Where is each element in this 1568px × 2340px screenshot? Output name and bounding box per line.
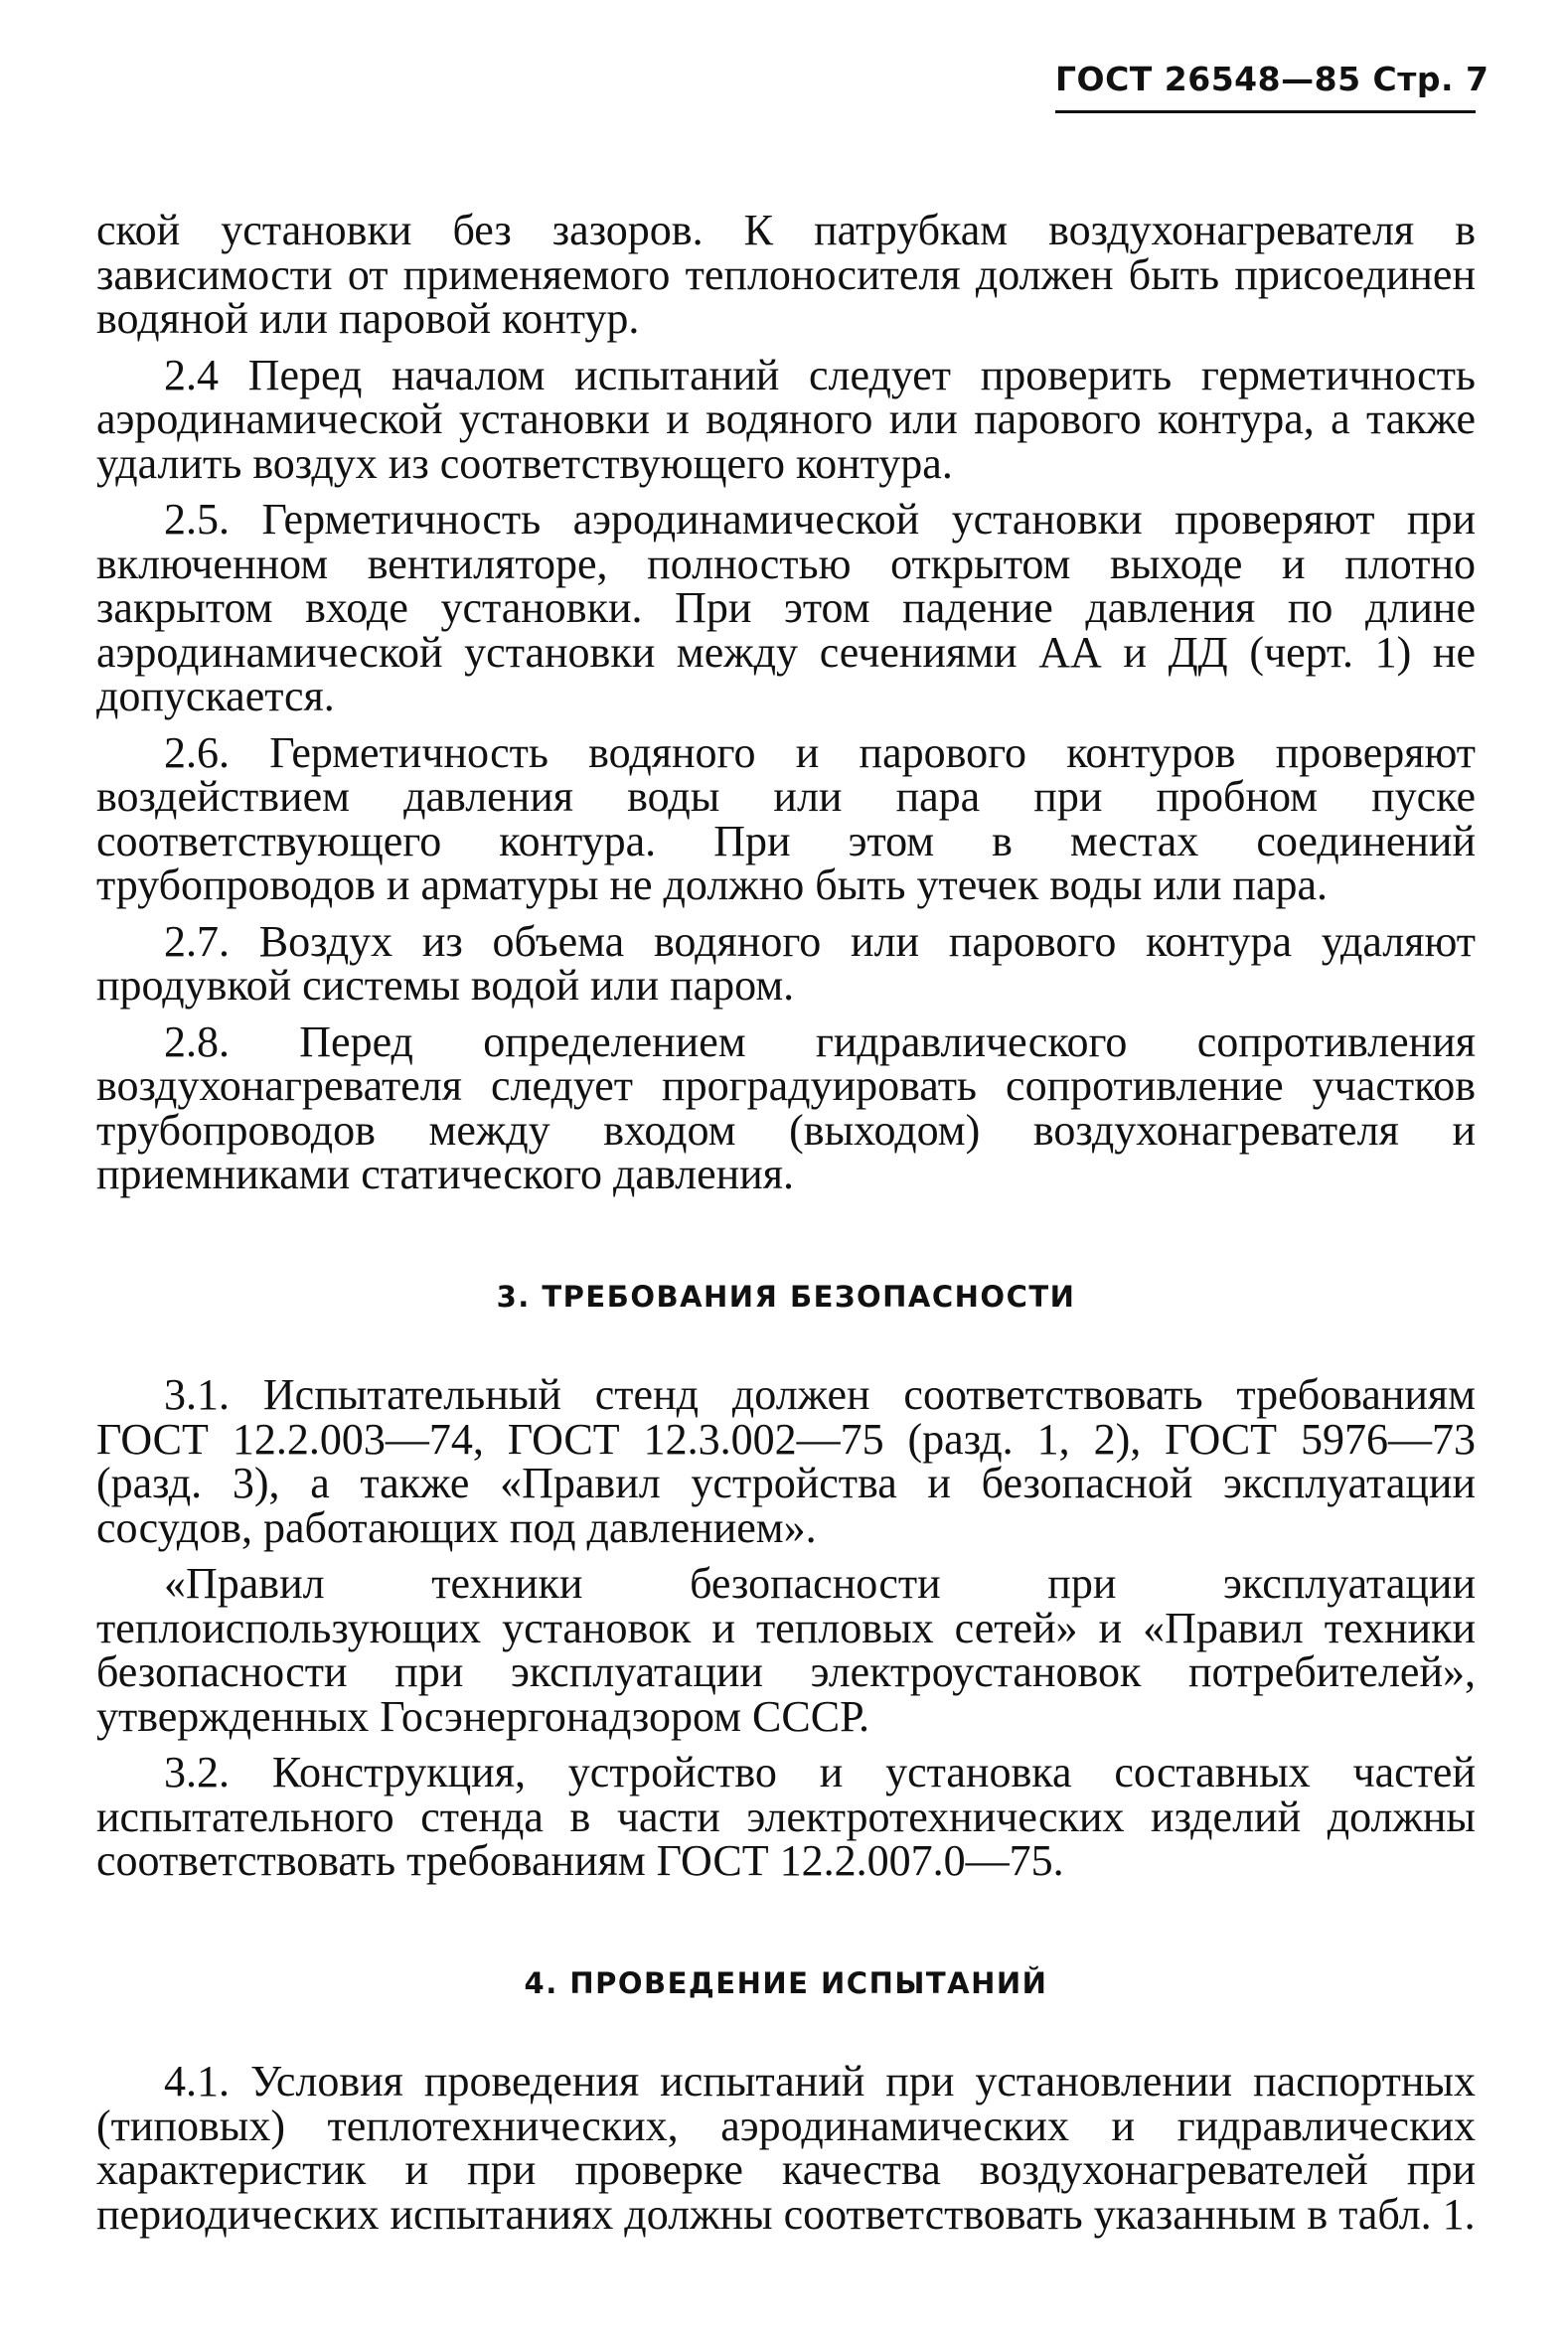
document-page (96, 60, 1490, 2239)
document-body (96, 206, 1476, 2239)
paragraph-3-1-continued: «Правил техники безопасности при эксплуатации теплоиспользующих установок и тепловых сетей» и «Правил техники безопасности при эксплуатации электроустановок потребителей», утвержденных Госэнергонадзором СССР. (96, 1559, 1476, 1741)
paragraph-2-4: 2.4 Перед началом испытаний следует проверить герметичность аэродинамической установки и водяного или парового контура, а также удалить воздух из соответствующего контура. (96, 350, 1476, 488)
paragraph-2-6: 2.6. Герметичность водяного и парового контуров проверяют воздействием давления воды или пара при пробном пуске соответствующего контура. При этом в местах соединений трубопроводов и арматуры не должно быть утечек воды или пара. (96, 727, 1476, 909)
paragraph-2-5: 2.5. Герметичность аэродинамической установки проверяют при включенном вентиляторе, полностью открытом выходе и плотно закрытом входе установки. При этом падение давления по длине аэродинамической установки между сечениями АА и ДД (черт. 1) не допускается. (96, 495, 1476, 720)
paragraph-3-2: 3.2. Конструкция, устройство и установка составных частей испытательного стенда в части электротехнических изделий должны соответствовать требованиям ГОСТ 12.2.007.0—75. (96, 1748, 1476, 1885)
paragraph-3-1: 3.1. Испытательный стенд должен соответствовать требованиям ГОСТ 12.2.003—74, ГОСТ 12.3.002—75 (разд. 1, 2), ГОСТ 5976—73 (разд. 3), а также «Правил устройства и безопасной эксплуатации сосудов, работающих под давлением». (96, 1370, 1476, 1552)
paragraph-4-1: 4.1. Условия проведения испытаний при установлении паспортных (типовых) теплотехнических, аэродинамических и гидравлических характеристик и при проверке качества воздухонагревателей при периодических испытаниях должны соответствовать указанным в табл. 1. (96, 2057, 1476, 2239)
running-head: ГОСТ 26548—85 Стр. 7 (1055, 60, 1476, 113)
paragraph-continuation: ской установки без зазоров. К патрубкам воздухонагревателя в зависимости от применяемого теплоносителя должен быть присоединен водяной или паровой контур. (96, 206, 1476, 343)
paragraph-2-8: 2.8. Перед определением гидравлического сопротивления воздухонагревателя следует проградуировать сопротивление участков трубопроводов между входом (выходом) воздухонагревателя и приемниками статического давления. (96, 1016, 1476, 1198)
section-3-heading: 3. ТРЕБОВАНИЯ БЕЗОПАСНОСТИ (496, 1279, 1076, 1314)
paragraph-2-7: 2.7. Воздух из объема водяного или парового контура удаляют продувкой системы водой или паром. (96, 916, 1476, 1010)
section-4-heading: 4. ПРОВЕДЕНИЕ ИСПЫТАНИЙ (524, 1965, 1048, 2000)
